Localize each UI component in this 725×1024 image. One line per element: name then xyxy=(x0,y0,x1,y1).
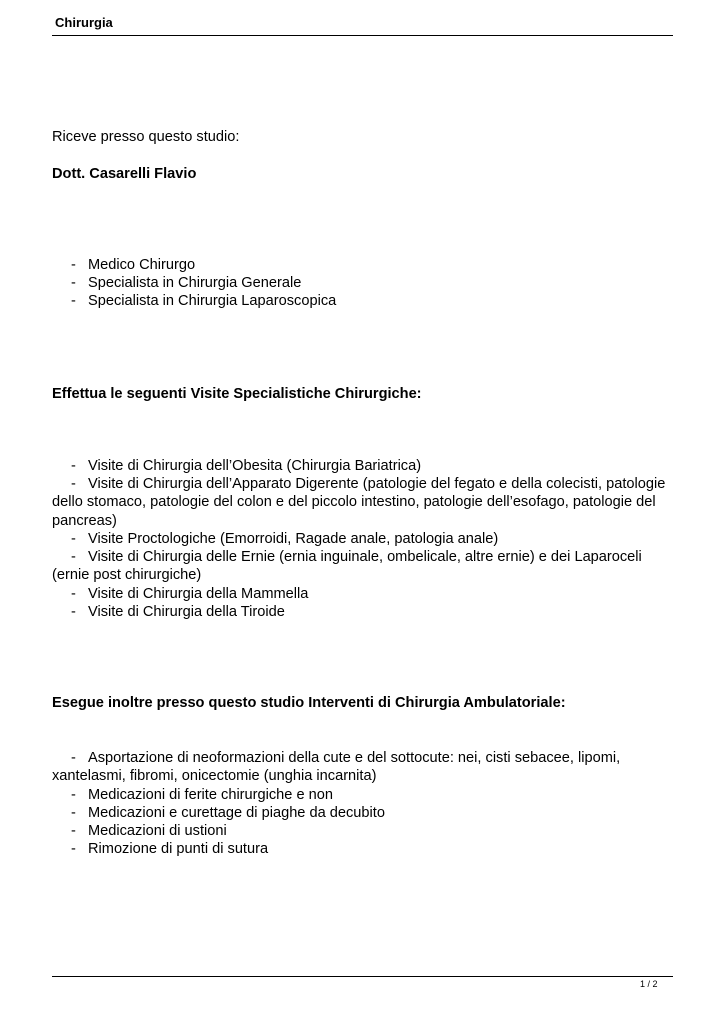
list-bullet: - xyxy=(71,586,76,602)
list-item-text: Rimozione di punti di sutura xyxy=(88,841,269,857)
list-bullet: - xyxy=(71,257,76,273)
list-item-text: Visite di Chirurgia dell’Obesita (Chirurgia Bariatrica) xyxy=(88,458,422,474)
list-bullet: - xyxy=(71,275,76,291)
list-bullet: - xyxy=(71,458,76,474)
list-item-continuation: dello stomaco, patologie del colon e del piccolo intestino, patologie dell’esofago, patologie del xyxy=(52,494,656,511)
page-number: 1 / 2 xyxy=(640,979,658,989)
list-bullet: - xyxy=(71,604,76,620)
list-item-text: Visite di Chirurgia della Tiroide xyxy=(88,604,285,620)
list-item xyxy=(52,475,677,530)
list-item xyxy=(52,804,677,822)
list-item-continuation: pancreas) xyxy=(52,512,117,529)
list-item-text: Visite di Chirurgia della Mammella xyxy=(88,586,309,602)
list-item-text: Medicazioni di ustioni xyxy=(88,823,227,839)
list-item-continuation: xantelasmi, fibromi, onicectomie (unghia incarnita) xyxy=(52,768,377,785)
list-item-text: Visite di Chirurgia delle Ernie (ernia inguinale, ombelicale, altre ernie) e dei Laparoceli xyxy=(88,549,642,565)
list-bullet: - xyxy=(71,476,76,492)
list-bullet: - xyxy=(71,841,76,857)
visits-heading: Effettua le seguenti Visite Specialistiche Chirurgiche: xyxy=(52,386,422,402)
list-item xyxy=(52,585,677,603)
header-divider xyxy=(52,35,673,36)
list-item-text: Medico Chirurgo xyxy=(88,257,196,273)
list-item xyxy=(52,822,677,840)
list-item-continuation: (ernie post chirurgiche) xyxy=(52,567,202,584)
list-item-text: Visite di Chirurgia dell’Apparato Digerente (patologie del fegato e della colecisti, patologie xyxy=(88,476,666,492)
list-item xyxy=(52,530,677,548)
doctor-name: Dott. Casarelli Flavio xyxy=(52,166,197,182)
list-bullet: - xyxy=(71,750,76,766)
list-bullet: - xyxy=(71,805,76,821)
list-bullet: - xyxy=(71,787,76,803)
list-item xyxy=(52,274,677,292)
intro-receives: Riceve presso questo studio: xyxy=(52,129,240,145)
list-item-text: Visite Proctologiche (Emorroidi, Ragade anale, patologia anale) xyxy=(88,531,499,547)
procedures-heading: Esegue inoltre presso questo studio Interventi di Chirurgia Ambulatoriale: xyxy=(52,695,566,711)
list-bullet: - xyxy=(71,823,76,839)
list-item xyxy=(52,548,677,585)
list-item-text: Asportazione di neoformazioni della cute e del sottocute: nei, cisti sebacee, lipomi, xyxy=(88,750,621,766)
list-item xyxy=(52,786,677,804)
list-item xyxy=(52,292,677,310)
list-item-text: Medicazioni di ferite chirurgiche e non xyxy=(88,787,333,803)
list-item xyxy=(52,457,677,475)
list-item xyxy=(52,256,677,274)
list-bullet: - xyxy=(71,531,76,547)
list-bullet: - xyxy=(71,293,76,309)
footer-divider xyxy=(52,976,673,977)
list-bullet: - xyxy=(71,549,76,565)
list-item-text: Specialista in Chirurgia Laparoscopica xyxy=(88,293,337,309)
list-item xyxy=(52,840,677,858)
list-item xyxy=(52,749,677,786)
list-item-text: Medicazioni e curettage di piaghe da decubito xyxy=(88,805,385,821)
list-item xyxy=(52,603,677,621)
page-header-title: Chirurgia xyxy=(55,15,113,30)
list-item-text: Specialista in Chirurgia Generale xyxy=(88,275,302,291)
